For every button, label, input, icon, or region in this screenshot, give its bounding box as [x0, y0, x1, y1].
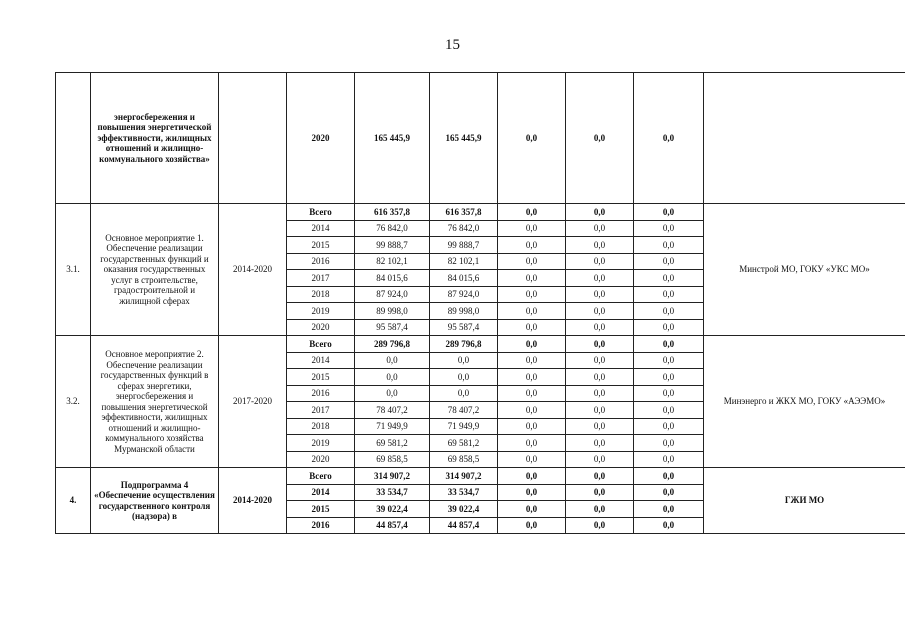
local-budget: 0,0 — [566, 336, 634, 353]
total-amount: 89 998,0 — [355, 303, 430, 320]
local-budget: 0,0 — [566, 517, 634, 534]
federal-budget: 0,0 — [498, 270, 566, 287]
federal-budget: 0,0 — [498, 286, 566, 303]
local-budget: 0,0 — [566, 204, 634, 221]
regional-budget: 616 357,8 — [430, 204, 498, 221]
total-amount: 33 534,7 — [355, 484, 430, 501]
other-sources: 0,0 — [634, 451, 704, 468]
federal-budget: 0,0 — [498, 501, 566, 518]
federal-budget: 0,0 — [498, 385, 566, 402]
local-budget: 0,0 — [566, 451, 634, 468]
year-cell: 2020 — [287, 451, 355, 468]
regional-budget: 84 015,6 — [430, 270, 498, 287]
other-sources: 0,0 — [634, 352, 704, 369]
total-amount: 39 022,4 — [355, 501, 430, 518]
regional-budget: 82 102,1 — [430, 253, 498, 270]
federal-budget: 0,0 — [498, 319, 566, 336]
other-sources: 0,0 — [634, 270, 704, 287]
total-amount: 69 858,5 — [355, 451, 430, 468]
local-budget: 0,0 — [566, 352, 634, 369]
year-cell: 2018 — [287, 286, 355, 303]
local-budget: 0,0 — [566, 303, 634, 320]
regional-budget: 69 581,2 — [430, 435, 498, 452]
federal-budget: 0,0 — [498, 402, 566, 419]
local-budget: 0,0 — [566, 435, 634, 452]
other-sources: 0,0 — [634, 220, 704, 237]
table-row — [56, 204, 905, 221]
federal-budget: 0,0 — [498, 204, 566, 221]
local-budget: 0,0 — [566, 319, 634, 336]
other-sources: 0,0 — [634, 319, 704, 336]
total-amount: 69 581,2 — [355, 435, 430, 452]
local-budget: 0,0 — [566, 369, 634, 386]
year-cell: Всего — [287, 336, 355, 353]
period: 2014-2020 — [219, 468, 287, 534]
other-sources: 0,0 — [634, 303, 704, 320]
table-body — [56, 73, 905, 534]
regional-budget: 71 949,9 — [430, 418, 498, 435]
measure-name: Основное мероприятие 1. Обеспечение реализации государственных функций и оказания государственных услуг в строительстве, градостроительной и жилищной сферах — [91, 204, 219, 336]
other-sources: 0,0 — [634, 253, 704, 270]
section-number: 4. — [56, 468, 91, 534]
section-number: 3.1. — [56, 204, 91, 336]
regional-budget: 76 842,0 — [430, 220, 498, 237]
regional-budget: 0,0 — [430, 385, 498, 402]
local-budget: 0,0 — [566, 484, 634, 501]
measure-name: Основное мероприятие 2. Обеспечение реализации государственных функций в сферах энергетики, энергосбережения и повышения энергетической эффективности, жилищных отношений и жилищно-коммунального хозяйства Мурманской области — [91, 336, 219, 468]
local-budget: 0,0 — [566, 237, 634, 254]
local-budget: 0,0 — [566, 73, 634, 204]
total-amount: 314 907,2 — [355, 468, 430, 485]
year-cell: 2015 — [287, 369, 355, 386]
local-budget: 0,0 — [566, 402, 634, 419]
year-cell: 2018 — [287, 418, 355, 435]
regional-budget: 69 858,5 — [430, 451, 498, 468]
year-cell: 2020 — [287, 73, 355, 204]
period: 2017-2020 — [219, 336, 287, 468]
year-cell: 2020 — [287, 319, 355, 336]
federal-budget: 0,0 — [498, 303, 566, 320]
regional-budget: 87 924,0 — [430, 286, 498, 303]
continuation-row — [56, 73, 905, 204]
regional-budget: 78 407,2 — [430, 402, 498, 419]
period: 2014-2020 — [219, 204, 287, 336]
other-sources: 0,0 — [634, 484, 704, 501]
total-amount: 76 842,0 — [355, 220, 430, 237]
period — [219, 73, 287, 204]
federal-budget: 0,0 — [498, 237, 566, 254]
federal-budget: 0,0 — [498, 517, 566, 534]
other-sources: 0,0 — [634, 385, 704, 402]
budget-table — [55, 72, 905, 534]
total-amount: 78 407,2 — [355, 402, 430, 419]
total-amount: 84 015,6 — [355, 270, 430, 287]
regional-budget: 0,0 — [430, 352, 498, 369]
total-amount: 0,0 — [355, 385, 430, 402]
year-cell: 2019 — [287, 435, 355, 452]
federal-budget: 0,0 — [498, 418, 566, 435]
regional-budget: 39 022,4 — [430, 501, 498, 518]
federal-budget: 0,0 — [498, 369, 566, 386]
row-number — [56, 73, 91, 204]
other-sources: 0,0 — [634, 237, 704, 254]
federal-budget: 0,0 — [498, 352, 566, 369]
local-budget: 0,0 — [566, 253, 634, 270]
federal-budget: 0,0 — [498, 484, 566, 501]
executor: ГЖИ МО — [704, 468, 905, 534]
federal-budget: 0,0 — [498, 451, 566, 468]
local-budget: 0,0 — [566, 385, 634, 402]
other-sources: 0,0 — [634, 468, 704, 485]
total-amount: 165 445,9 — [355, 73, 430, 204]
other-sources: 0,0 — [634, 402, 704, 419]
federal-budget: 0,0 — [498, 73, 566, 204]
page-number: 15 — [445, 37, 460, 53]
measure-name: Подпрограмма 4 «Обеспечение осуществления государственного контроля (надзора) в — [91, 468, 219, 534]
year-cell: Всего — [287, 468, 355, 485]
federal-budget: 0,0 — [498, 468, 566, 485]
total-amount: 99 888,7 — [355, 237, 430, 254]
other-sources: 0,0 — [634, 435, 704, 452]
total-amount: 44 857,4 — [355, 517, 430, 534]
regional-budget: 89 998,0 — [430, 303, 498, 320]
year-cell: 2014 — [287, 220, 355, 237]
local-budget: 0,0 — [566, 468, 634, 485]
executor: Минэнерго и ЖКХ МО, ГОКУ «АЭЭМО» — [704, 336, 905, 468]
local-budget: 0,0 — [566, 418, 634, 435]
regional-budget: 44 857,4 — [430, 517, 498, 534]
section-number: 3.2. — [56, 336, 91, 468]
year-cell: 2016 — [287, 385, 355, 402]
year-cell: 2015 — [287, 237, 355, 254]
year-cell: 2017 — [287, 402, 355, 419]
year-cell: 2014 — [287, 352, 355, 369]
other-sources: 0,0 — [634, 517, 704, 534]
total-amount: 87 924,0 — [355, 286, 430, 303]
total-amount: 0,0 — [355, 352, 430, 369]
year-cell: 2015 — [287, 501, 355, 518]
local-budget: 0,0 — [566, 270, 634, 287]
total-amount: 289 796,8 — [355, 336, 430, 353]
year-cell: 2017 — [287, 270, 355, 287]
regional-budget: 165 445,9 — [430, 73, 498, 204]
other-sources: 0,0 — [634, 336, 704, 353]
year-cell: Всего — [287, 204, 355, 221]
total-amount: 95 587,4 — [355, 319, 430, 336]
regional-budget: 95 587,4 — [430, 319, 498, 336]
local-budget: 0,0 — [566, 220, 634, 237]
table-row — [56, 336, 905, 353]
federal-budget: 0,0 — [498, 336, 566, 353]
federal-budget: 0,0 — [498, 220, 566, 237]
local-budget: 0,0 — [566, 286, 634, 303]
regional-budget: 0,0 — [430, 369, 498, 386]
regional-budget: 99 888,7 — [430, 237, 498, 254]
year-cell: 2019 — [287, 303, 355, 320]
other-sources: 0,0 — [634, 286, 704, 303]
measure-name: энергосбережения и повышения энергетической эффективности, жилищных отношений и жилищно-коммунального хозяйства» — [91, 73, 219, 204]
year-cell: 2016 — [287, 517, 355, 534]
regional-budget: 33 534,7 — [430, 484, 498, 501]
other-sources: 0,0 — [634, 369, 704, 386]
regional-budget: 314 907,2 — [430, 468, 498, 485]
other-sources: 0,0 — [634, 501, 704, 518]
total-amount: 82 102,1 — [355, 253, 430, 270]
executor — [704, 73, 905, 204]
year-cell: 2016 — [287, 253, 355, 270]
table-row — [56, 468, 905, 485]
other-sources: 0,0 — [634, 204, 704, 221]
other-sources: 0,0 — [634, 418, 704, 435]
total-amount: 616 357,8 — [355, 204, 430, 221]
local-budget: 0,0 — [566, 501, 634, 518]
regional-budget: 289 796,8 — [430, 336, 498, 353]
year-cell: 2014 — [287, 484, 355, 501]
executor: Минстрой МО, ГОКУ «УКС МО» — [704, 204, 905, 336]
federal-budget: 0,0 — [498, 253, 566, 270]
other-sources: 0,0 — [634, 73, 704, 204]
federal-budget: 0,0 — [498, 435, 566, 452]
total-amount: 0,0 — [355, 369, 430, 386]
total-amount: 71 949,9 — [355, 418, 430, 435]
